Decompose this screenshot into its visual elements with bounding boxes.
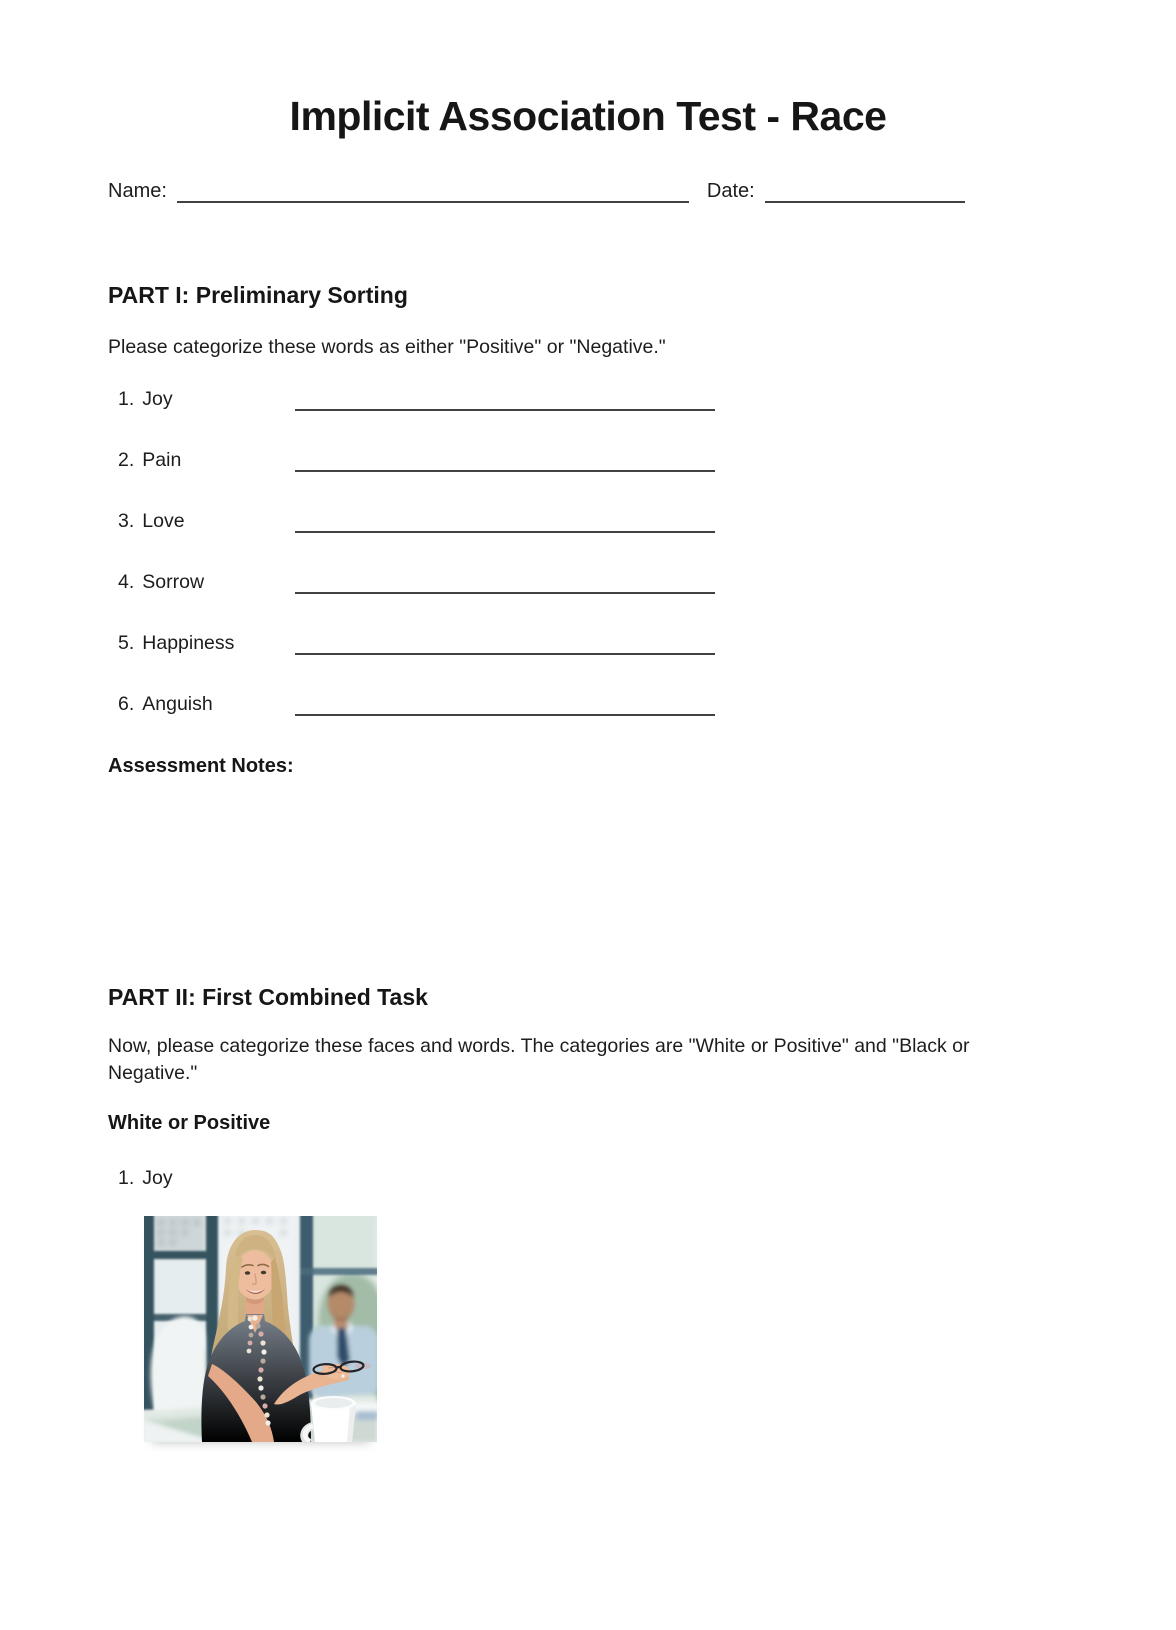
answer-line-sorrow[interactable] (295, 566, 715, 594)
name-input-line[interactable] (177, 174, 689, 203)
word-row-sorrow (108, 568, 1068, 594)
white-positive-stimulus-photo (144, 1216, 377, 1442)
answer-line-love[interactable] (295, 505, 715, 533)
page-title: Implicit Association Test - Race (289, 93, 887, 139)
word-number: 4. (118, 571, 135, 594)
word-row-love (108, 507, 1068, 533)
part2-heading: PART II: First Combined Task (108, 984, 428, 1011)
part1-instruction: Please categorize these words as either "Positive" or "Negative." (108, 336, 666, 359)
word-list (108, 385, 1068, 716)
word-text: Love (142, 510, 185, 533)
stimulus-number: 1. (118, 1167, 135, 1190)
date-input-line[interactable] (765, 174, 965, 203)
part1-heading: PART I: Preliminary Sorting (108, 282, 408, 309)
part2-instruction: Now, please categorize these faces and words. The categories are "White or Positive" and "Black or Negative." (108, 1035, 970, 1085)
answer-line-joy[interactable] (295, 383, 715, 411)
name-label: Name: (108, 180, 167, 203)
word-row-joy (108, 385, 1068, 411)
answer-line-anguish[interactable] (295, 688, 715, 716)
word-text: Pain (142, 449, 182, 472)
answer-line-pain[interactable] (295, 444, 715, 472)
word-number: 1. (118, 388, 135, 411)
stimulus-word: Joy (142, 1167, 173, 1190)
word-row-pain (108, 446, 1068, 472)
category-heading-white-or-positive: White or Positive (108, 1112, 271, 1135)
date-label: Date: (706, 180, 755, 203)
stimulus-item-joy (108, 1165, 1068, 1191)
word-text: Joy (142, 388, 173, 411)
name-date-row (108, 176, 1068, 203)
word-number: 5. (118, 632, 135, 655)
word-number: 3. (118, 510, 135, 533)
word-text: Happiness (142, 632, 235, 655)
word-number: 2. (118, 449, 135, 472)
word-row-anguish (108, 690, 1068, 716)
word-row-happiness (108, 629, 1068, 655)
answer-line-happiness[interactable] (295, 627, 715, 655)
word-text: Anguish (142, 693, 213, 716)
word-number: 6. (118, 693, 135, 716)
word-text: Sorrow (142, 571, 205, 594)
assessment-notes-label: Assessment Notes: (108, 755, 294, 778)
